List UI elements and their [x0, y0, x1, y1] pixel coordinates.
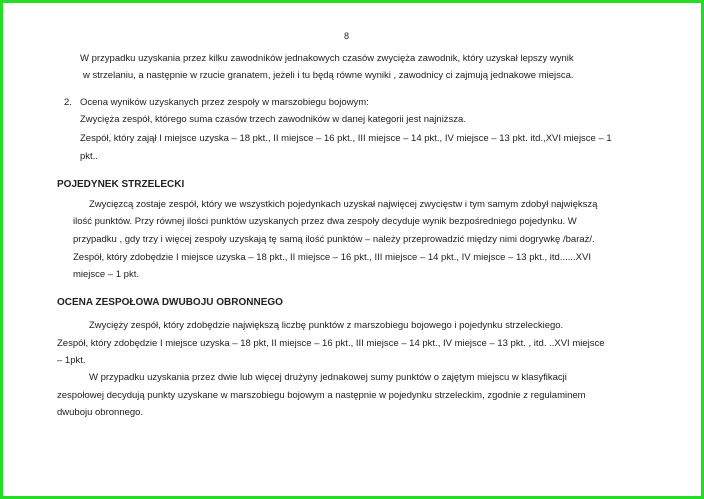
- page-number: 8: [344, 31, 350, 41]
- section2-line2: Zespół, który zdobędzie I miejsce uzyska – 18 pkt, II miejsce – 16 pkt., III miejsce – 14 pkt., IV miejsce – 13 pkt. , itd. ..XVI miejsce: [57, 338, 605, 349]
- item2-line4: pkt..: [80, 151, 98, 162]
- section1-line3: przypadku , gdy trzy i więcej zespoły uzyskają tę samą ilość punktów – należy przeprowadzić między nimi dogrywkę /baraż/.: [73, 234, 595, 245]
- paragraph1-line1: W przypadku uzyskania przez kilku zawodników jednakowych czasów zwycięża zawodnik, który uzyskał lepszy wynik: [80, 53, 574, 64]
- section2-line6: dwuboju obronnego.: [57, 407, 144, 418]
- section1-line4: Zespół, który zdobędzie I miejsce uzyska – 18 pkt., II miejsce – 16 pkt., III miejsce – 14 pkt., IV miejsce – 13 pkt., itd......XVI: [73, 252, 591, 263]
- section2-line4: W przypadku uzyskania przez dwie lub więcej drużyny jednakowej sumy punktów o zajętym miejscu w klasyfikacji: [89, 372, 567, 383]
- item2-line3: Zespół, który zajął I miejsce uzyska – 18 pkt., II miejsce – 16 pkt., III miejsce – 14 pkt., IV miejsce – 13 pkt. itd.,XVI miejsce – 1: [80, 133, 612, 144]
- section1-line1: Zwycięzcą zostaje zespół, który we wszystkich pojedynkach uzyskał najwięcej zwycięstw i tym samym zdobył największą: [89, 199, 598, 210]
- item2-number: 2.: [64, 97, 72, 108]
- section2-heading: OCENA ZESPOŁOWA DWUBOJU OBRONNEGO: [57, 297, 283, 308]
- section2-line1: Zwycięży zespół, który zdobędzie największą liczbę punktów z marszobiegu bojowego i pojedynku strzeleckiego.: [89, 320, 564, 331]
- item2-line2: Zwycięża zespół, którego suma czasów trzech zawodników w danej kategorii jest najniższa.: [80, 114, 466, 125]
- section1-heading: POJEDYNEK STRZELECKI: [57, 179, 185, 190]
- section2-line5: zespołowej decydują punkty uzyskane w marszobiegu bojowym a następnie w pojedynku strzeleckim, zgodnie z regulaminem: [57, 390, 586, 401]
- item2-line1: Ocena wyników uzyskanych przez zespoły w marszobiegu bojowym:: [80, 97, 369, 108]
- paragraph1-line2: w strzelaniu, a następnie w rzucie granatem, jeżeli i tu będą równe wyniki , zawodnicy ci zajmują jednakowe miejsca.: [83, 70, 574, 81]
- section2-line3: – 1pkt.: [57, 355, 86, 366]
- section1-line2: ilość punktów. Przy równej ilości punktów uzyskanych przez dwa zespoły decyduje wynik bezpośredniego pojedynku. W: [73, 216, 577, 227]
- section1-line5: miejsce – 1 pkt.: [73, 269, 139, 280]
